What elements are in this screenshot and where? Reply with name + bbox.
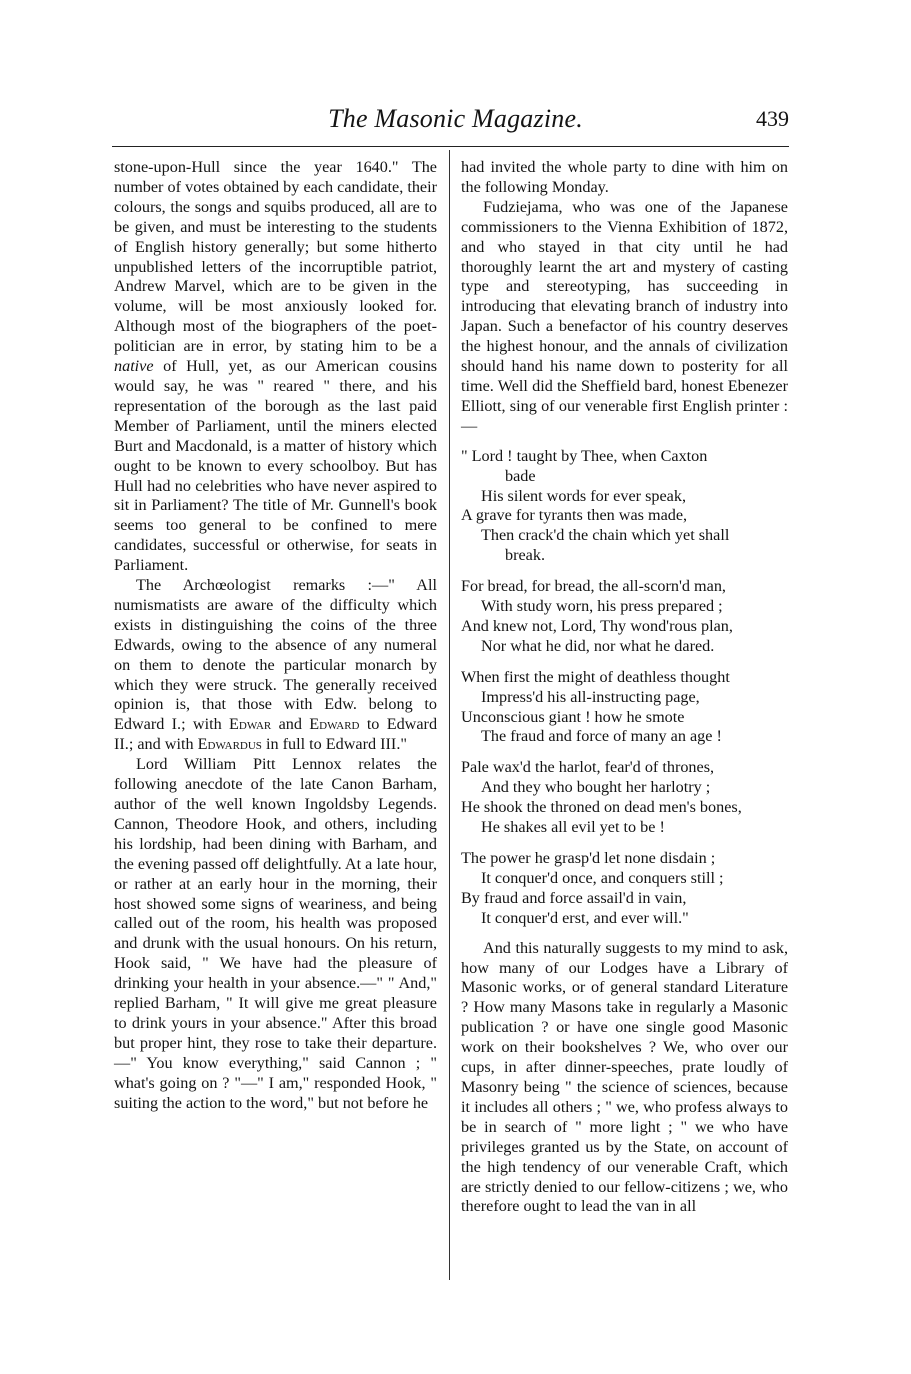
poem-stanza-4 bbox=[461, 758, 788, 838]
poem-line: Then crack'd the chain which yet shall bbox=[481, 526, 730, 545]
text: and bbox=[278, 715, 302, 734]
poem-stanza-5 bbox=[461, 849, 788, 929]
poem-line: " Lord ! taught by Thee, when Caxton bbox=[461, 446, 708, 465]
poem-line: The power he grasp'd let none disdain ; bbox=[461, 849, 716, 867]
poem-stanza-1 bbox=[461, 447, 788, 566]
text: stone-upon-Hull since the year 1640." The number of votes obtained by each candidate, their colours, the songs and squibs produced, all are to be given, and must be interesting to the students of English history generally; but some hitherto unpublished letters of the incorruptible patriot, Andrew Marvel, which are to be given in the volume, will be most anxiously looked for. Although most of the biographers of the poet-politician are in error, by stating him to be a bbox=[114, 158, 437, 356]
poem-line: When first the might of deathless thought bbox=[461, 667, 730, 686]
poem-line: Unconscious giant ! how he smote bbox=[461, 707, 685, 726]
poem-line: bade bbox=[505, 466, 536, 485]
page-number: 439 bbox=[756, 106, 789, 131]
emphasis-native: native bbox=[114, 357, 154, 376]
column-divider bbox=[449, 150, 450, 1280]
poem-line: Impress'd his all-instructing page, bbox=[481, 687, 700, 706]
left-column bbox=[114, 158, 437, 1114]
right-column bbox=[461, 158, 788, 1217]
paragraph-fudziejama: Fudziejama, who was one of the Japanese commissioners to the Vienna Exhibition of 1872, and who stayed in that city until he had thoroughly learnt the art and mystery of casting type and stereotyping, has succeeding in introducing that elevating branch of industry into Japan. Such a benefactor of his country deserves the highest honour, and the annals of civilization should hand his name down to posterity for all time. Well did the Sheffield bard, honest Ebenezer Elliott, sing of our venerable first English printer :— bbox=[461, 197, 788, 435]
poem-line: Nor what he did, nor what he dared. bbox=[481, 636, 715, 655]
running-title: The Masonic Magazine. bbox=[328, 104, 583, 133]
poem-stanza-2 bbox=[461, 577, 788, 657]
poem-line: With study worn, his press prepared ; bbox=[481, 597, 723, 616]
poem-line: By fraud and force assail'd in vain, bbox=[461, 888, 687, 907]
poem-line: And knew not, Lord, Thy wond'rous plan, bbox=[461, 616, 733, 635]
poem-line: The fraud and force of many an age ! bbox=[481, 727, 722, 746]
coin-legend-edwar: Edwar bbox=[228, 715, 272, 734]
paragraph-hull-election bbox=[114, 158, 437, 576]
header-rule bbox=[112, 146, 789, 147]
poem-line: He shakes all evil yet to be ! bbox=[481, 818, 665, 837]
poem-line: break. bbox=[505, 546, 545, 565]
text: to Edward II.; and with bbox=[114, 715, 438, 754]
poem-line: And they who bought her harlotry ; bbox=[481, 778, 711, 797]
poem-line: A grave for tyrants then was made, bbox=[461, 506, 688, 525]
text: The Archœologist remarks :—" All numismatists are aware of the difficulty which exists in distinguishing the coins of the three Edwards, owing to the absence of any numeral on them to denote the particular monarch by which they were struck. The generally received opinion is, that those with Edw. belong to Edward I.; with bbox=[114, 576, 437, 734]
text: of Hull, yet, as our American cousins would say, he was " reared " there, and his representation of the borough as the last paid Member of Parliament, until the miners elected Burt and Macdonald, is a matter of history which ought to be known to every schoolboy. But has Hull had no celebrities who have never aspired to sit in Parliament? The title of Mr. Gunnell's book seems too general to be confined to mere candidates, successful or otherwise, for seats in Parliament. bbox=[114, 357, 438, 575]
page-header bbox=[0, 100, 911, 140]
poem-line: Pale wax'd the harlot, fear'd of thrones, bbox=[461, 758, 715, 777]
text: in full to Edward III." bbox=[265, 735, 407, 754]
paragraph-barham-anecdote: Lord William Pitt Lennox relates the following anecdote of the late Canon Barham, author of the well known Ingoldsby Legends. Cannon, Theodore Hook, and others, including his lordship, had been dining with Barham, and the evening passed off delightfully. At a late hour, or rather at an early hour in the morning, their host showed some signs of weariness, and being called out of the room, his health was proposed and drunk with the usual honours. On his return, Hook said, " We have had the pleasure of drinking your health in your absence.—" " And," replied Barham, " It will give me great pleasure to drink yours in your absence." After this broad but proper hint, they rose to take their departure.—" You know everything," said Cannon ; " what's going on ? "—" I am," responded Hook, " suiting the action to the word," but not before he bbox=[114, 755, 437, 1112]
coin-legend-edwardus: Edwardus bbox=[197, 735, 262, 754]
poem-line: It conquer'd erst, and ever will." bbox=[481, 908, 689, 927]
poem-line: His silent words for ever speak, bbox=[481, 486, 686, 505]
poem-line: It conquer'd once, and conquers still ; bbox=[481, 868, 724, 887]
paragraph-continuation: had invited the whole party to dine with him on the following Monday. bbox=[461, 158, 788, 196]
poem-line: He shook the throned on dead men's bones, bbox=[461, 798, 742, 817]
paragraph-masonic-library: And this naturally suggests to my mind to ask, how many of our Lodges have a Library of Masonic works, or of general standard Literature ? How many Masons take in regularly a Masonic publication ? or have one single good Masonic work on their bookshelves ? We, who over our cups, in after dinner-speeches, prate loudly of Masonry being " the science of sciences, because it includes all others ; " we, who profess always to be in search of " more light ; " we who have privileges granted us by the State, on account of the high tendency of our venerable Craft, which are strictly denied to our fellow-citizens ; we, who therefore ought to lead the van in all bbox=[461, 938, 788, 1216]
coin-legend-edward: Edward bbox=[309, 715, 360, 734]
paragraph-archaeologist bbox=[114, 576, 437, 755]
poem-elliott bbox=[461, 447, 788, 929]
poem-line: For bread, for bread, the all-scorn'd man, bbox=[461, 577, 726, 596]
poem-stanza-3 bbox=[461, 668, 788, 748]
